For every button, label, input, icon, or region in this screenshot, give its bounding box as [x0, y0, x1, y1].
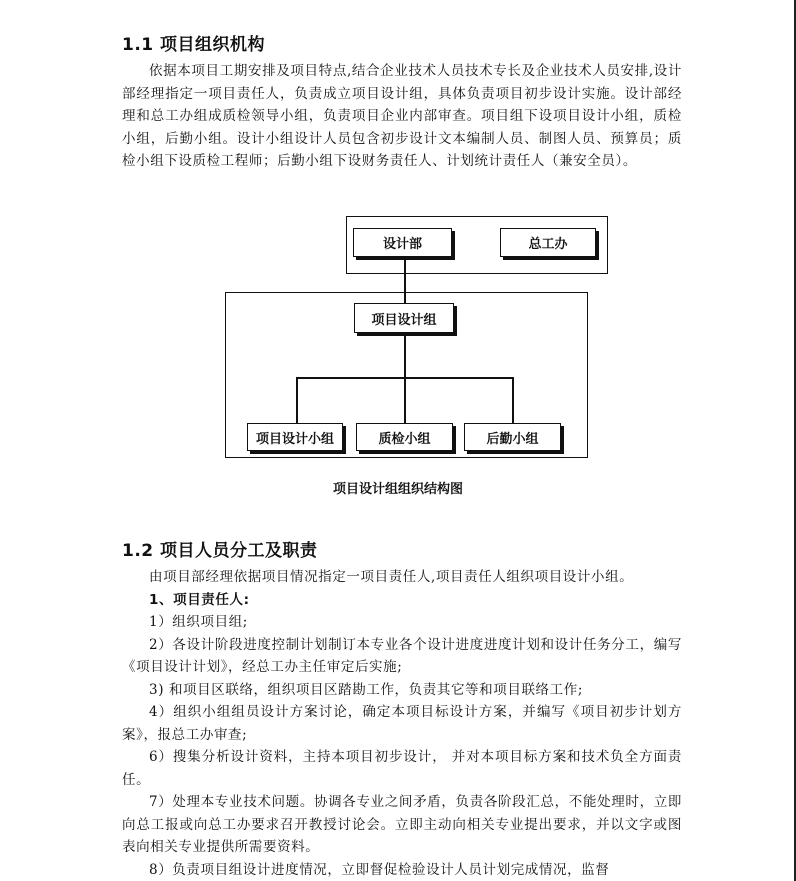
project-design-group-box: 项目设计组	[354, 303, 454, 333]
duty-item: 7）处理本专业技术问题。协调各专业之间矛盾，负责各阶段汇总，不能处理时，立即向总工报或向总工办要求召开教授讨论会。立即主动向相关专业提出要求，并以文字或图表向相关专业提供所需要资料。	[122, 794, 682, 855]
chart-caption: 项目设计组组织结构图	[332, 482, 463, 497]
section-heading-2: 1.2 项目人员分工及职责	[122, 541, 318, 561]
section-heading-1: 1.1 项目组织机构	[122, 35, 266, 55]
qc-subgroup-box: 质检小组	[356, 423, 453, 451]
connector-right	[512, 377, 514, 423]
section2-body	[122, 566, 682, 881]
design-dept-box: 设计部	[353, 228, 452, 257]
duty-item: 4）组织小组组员设计方案讨论，确定本项目标设计方案，并编写《项目初步计划方案》，报总工办审查;	[122, 704, 682, 743]
connector-left	[296, 377, 298, 423]
duty-item: 6）搜集分析设计资料，主持本项目初步设计， 并对本项目标方案和技术负全方面责任。	[122, 749, 682, 788]
duty-item: 3) 和项目区联络，组织项目区踏勘工作，负责其它等和项目联络工作;	[149, 681, 583, 698]
duty-item: 8）负责项目组设计进度情况，立即督促检验设计人员计划完成情况，监督	[149, 861, 610, 878]
section2-intro: 由项目部经理依据项目情况指定一项目责任人,项目责任人组织项目设计小组。	[149, 569, 634, 585]
logistics-subgroup-box: 后勤小组	[464, 423, 561, 451]
connector-group-down	[404, 336, 406, 378]
chief-engineer-office-box: 总工办	[500, 228, 596, 257]
section1-text: 依据本项目工期安排及项目特点,结合企业技术人员技术专长及企业技术人员安排,设计部经理指定一项目责任人，负责成立项目设计组，具体负责项目初步设计实施。设计部经理和总工办组成质检领导小组，负责项目企业内部审查。项目组下设项目设计小组，质检小组，后勤小组。设计小组设计人员包含初步设计文本编制人员、制图人员、预算员；质检小组下设质检工程师；后勤小组下设财务责任人、计划统计责任人（兼安全员）。	[122, 63, 682, 169]
design-subgroup-box: 项目设计小组	[247, 423, 343, 451]
connector-center	[404, 377, 406, 423]
duty-item: 2）各设计阶段进度控制计划制订本专业各个设计进度进度计划和设计任务分工，编写《项目设计计划》，经总工办主任审定后实施;	[122, 636, 682, 675]
connector-dept-to-group	[404, 260, 406, 303]
section2-subheading: 1、项目责任人:	[149, 591, 250, 608]
duty-item: 1）组织项目组;	[149, 614, 248, 630]
section1-paragraph	[122, 60, 682, 173]
